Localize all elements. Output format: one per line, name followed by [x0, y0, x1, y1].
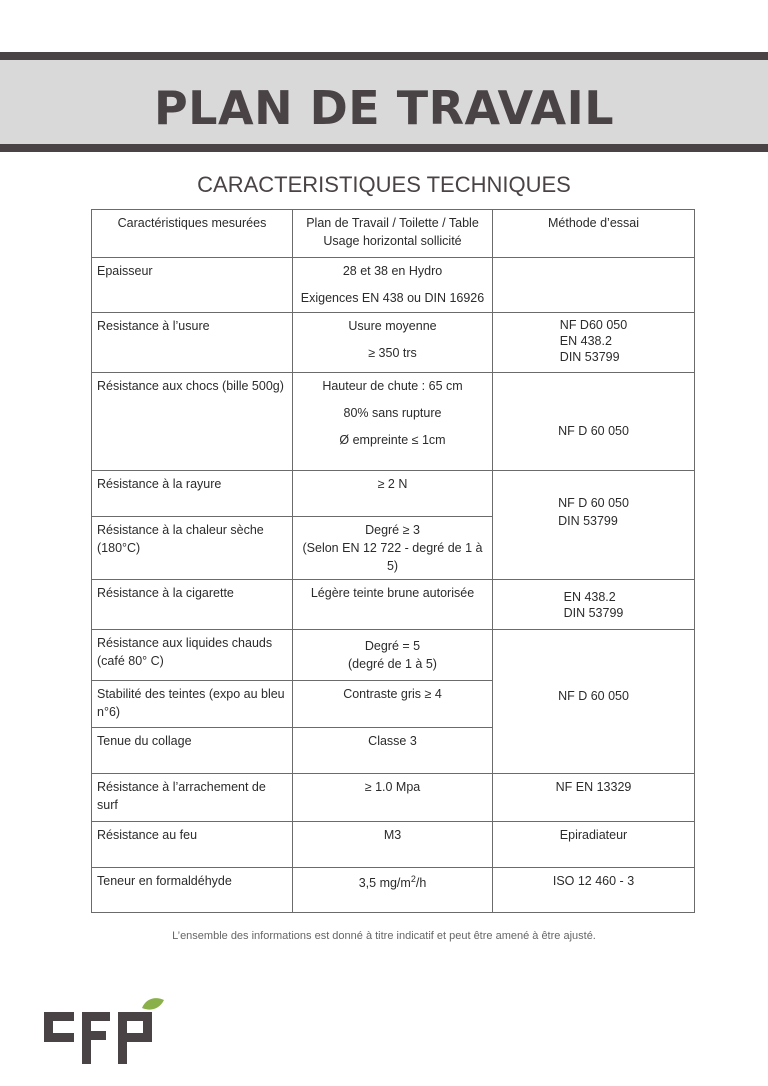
method-line: EN 438.2 — [559, 334, 612, 348]
table-row — [92, 258, 695, 313]
row-name: Teneur en formaldéhyde — [92, 868, 293, 913]
method-line: DIN 53799 — [558, 514, 618, 528]
method-line: NF D60 050 — [559, 318, 628, 332]
table-header-row — [92, 210, 695, 258]
row-method — [493, 580, 695, 630]
header-usage-line1: Plan de Travail / Toilette / Table — [306, 216, 479, 230]
value-line: Degré ≥ 3 — [365, 523, 420, 537]
header-usage — [293, 210, 493, 258]
page-title: PLAN DE TRAVAIL — [153, 81, 615, 135]
page-subtitle: CARACTERISTIQUES TECHNIQUES — [197, 172, 571, 197]
row-name: Résistance à la chaleur sèche (180°C) — [92, 517, 293, 580]
row-value — [293, 373, 493, 471]
value-line: Hauteur de chute : 65 cm — [322, 379, 463, 393]
row-method — [493, 471, 695, 580]
table-row — [92, 630, 695, 681]
row-name: Epaisseur — [92, 258, 293, 313]
method-line: EN 438.2 — [563, 589, 616, 604]
row-value: Contraste gris ≥ 4 — [293, 681, 493, 728]
value-line: Ø empreinte ≤ 1cm — [339, 433, 446, 447]
value-line: ≥ 350 trs — [368, 346, 417, 360]
row-method: NF D 60 050 — [493, 373, 695, 471]
row-name: Résistance aux liquides chauds (café 80° C) — [92, 630, 293, 681]
method-line: DIN 53799 — [563, 605, 624, 620]
row-value — [293, 630, 493, 681]
value-line: 80% sans rupture — [343, 406, 442, 420]
table-row — [92, 774, 695, 822]
row-name: Résistance à l’arrachement de surf — [92, 774, 293, 822]
value-line: Exigences EN 438 ou DIN 16926 — [300, 291, 485, 305]
table-row — [92, 822, 695, 868]
value-line: Degré = 5 — [364, 639, 421, 653]
value-line: 28 et 38 en Hydro — [342, 264, 443, 278]
table-row — [92, 373, 695, 471]
row-value — [293, 258, 493, 313]
row-method: ISO 12 460 - 3 — [493, 868, 695, 913]
row-name: Résistance à la rayure — [92, 471, 293, 517]
row-name: Résistance aux chocs (bille 500g) — [92, 373, 293, 471]
header-method: Méthode d’essai — [493, 210, 695, 258]
table-row — [92, 580, 695, 630]
row-value: ≥ 2 N — [293, 471, 493, 517]
row-value — [293, 868, 493, 913]
table-row — [92, 313, 695, 373]
row-name: Resistance à l’usure — [92, 313, 293, 373]
row-name: Résistance à la cigarette — [92, 580, 293, 630]
value-line: Usure moyenne — [348, 319, 437, 333]
row-value — [293, 517, 493, 580]
row-name: Résistance au feu — [92, 822, 293, 868]
row-method: NF EN 13329 — [493, 774, 695, 822]
row-method — [493, 313, 695, 373]
row-value: Légère teinte brune autorisée — [293, 580, 493, 630]
row-name: Tenue du collage — [92, 728, 293, 774]
table-row — [92, 471, 695, 517]
value-line: (Selon EN 12 722 - degré de 1 à 5) — [302, 541, 483, 573]
row-value: M3 — [293, 822, 493, 868]
value-text: 3,5 mg/m — [358, 876, 411, 891]
row-value: ≥ 1.0 Mpa — [293, 774, 493, 822]
method-line: NF D 60 050 — [558, 496, 629, 510]
row-value: Classe 3 — [293, 728, 493, 774]
cfp-logo-icon — [42, 998, 166, 1066]
value-superscript: 2 — [410, 874, 416, 884]
method-line: DIN 53799 — [559, 350, 620, 364]
value-line: (degré de 1 à 5) — [348, 657, 437, 671]
row-value — [293, 313, 493, 373]
row-method: Epiradiateur — [493, 822, 695, 868]
row-name: Stabilité des teintes (expo au bleu n°6) — [92, 681, 293, 728]
header-characteristics: Caractéristiques mesurées — [92, 210, 293, 258]
footnote: L’ensemble des informations est donné à titre indicatif et peut être amené à être ajusté. — [172, 930, 596, 942]
row-method — [493, 258, 695, 313]
header-usage-line2: Usage horizontal sollicité — [323, 234, 462, 248]
table-row — [92, 868, 695, 913]
value-unit-tail: /h — [415, 876, 427, 891]
spec-table — [91, 209, 695, 913]
row-method: NF D 60 050 — [493, 630, 695, 774]
